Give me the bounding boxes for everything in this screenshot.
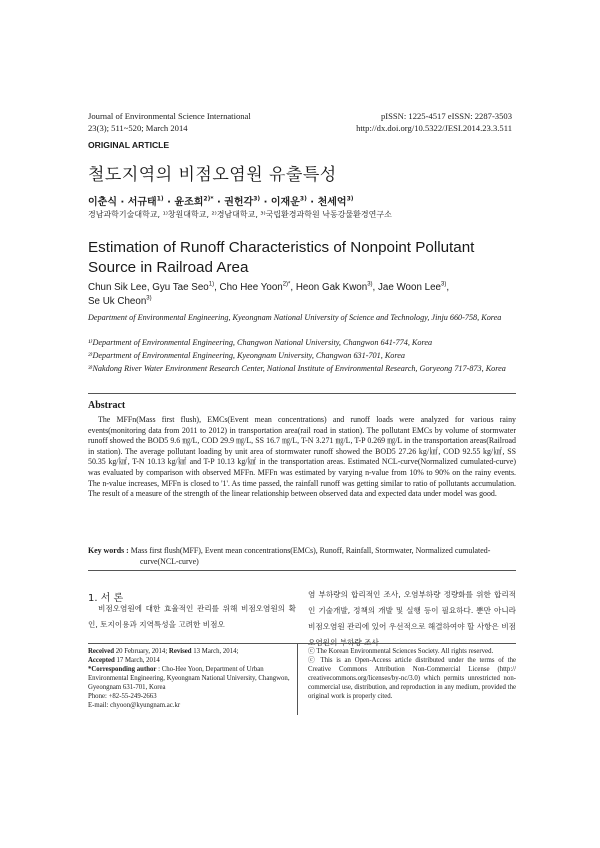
corresponding-info: : Cho-Hee Yoon, Department of Urban Environmental Engineering, Kyeongnam National University, Changwon, Gyeongnam 631-701, Korea <box>88 666 290 691</box>
keywords-label: Key words : <box>88 546 129 555</box>
author-text: Se Uk Cheon <box>88 296 147 307</box>
affiliation-4: ³⁾Nakdong River Water Environment Research Center, National Institute of Environmental Research, Goryeong 717-873, Korea <box>88 364 506 373</box>
sup: 2)* <box>203 195 214 203</box>
footer-vertical-divider <box>297 643 298 715</box>
keywords-text: Mass first flush(MFF), Event mean concentrations(EMCs), Runoff, Rainfall, Stormwater, Normalized cumulated- <box>128 546 491 555</box>
footer-left <box>88 647 290 710</box>
accepted-label: Accepted <box>88 657 115 664</box>
sup: 1) <box>156 195 164 203</box>
affiliation-1: Department of Environmental Engineering, Kyeongnam National University of Science and Technology, Jinju 660-758, Korea <box>88 313 502 322</box>
email[interactable]: E-mail: chyoon@kyungnam.ac.kr <box>88 702 181 709</box>
korean-author-text: · 권헌각 <box>213 197 254 208</box>
keywords <box>88 546 516 567</box>
section-heading: 1. 서 론 <box>88 593 124 604</box>
doi-link[interactable]: http://dx.doi.org/10.5322/JESI.2014.23.3.511 <box>356 123 512 133</box>
journal-name: Journal of Environmental Science International <box>88 111 251 121</box>
abstract-text: The MFFn(Mass first flush), EMCs(Event mean concentrations) and runoff loads were analyzed for various rainy events(monitoring data from 2011 to 2012) in transportation area(rail road in station). The pollutant EMCs by volume of stormwater runoff showed the BOD5 9.6 ㎎/L, COD 29.9 ㎎/L, SS 16.7 ㎎/L, T-N 3.271 ㎎/L, T-P 0.269 ㎎/L in the transportation areas(Railroad in station). The average pollutant loading by unit area of stormwater runoff showed the BOD5 27.26 kg/㎢, COD 92.55 kg/㎢, SS 50.35 kg/㎢, T-N 10.13 kg/㎢ and T-P 10.13 kg/㎢ in the transportation areas. Estimated NCL-curve(Normalized cumulated-curve) was evaluated by comparison with observed MFFn. MFFn was estimated by varying n-value from 10% to 90% on the rainy events. The n-value increases, MFFn is closed to '1'. As time passed, the rainfall runoff was getting similar to ratio of pollutants accumulation. The result of a measure of the strength of the linear relationship between observed data and expected data under model was good. <box>88 415 516 499</box>
phone: Phone: +82-55-249-2663 <box>88 693 157 700</box>
korean-author-text: · 윤조희 <box>163 197 204 208</box>
author-text: , Heon Gak Kwon <box>290 282 368 293</box>
keywords-cont: curve(NCL-curve) <box>140 556 199 566</box>
issn: pISSN: 1225-4517 eISSN: 2287-3503 <box>380 111 512 121</box>
sup: 3) <box>346 195 354 203</box>
copyright: ⓒ The Korean Environmental Sciences Society. All rights reserved. <box>308 648 494 655</box>
korean-author-text: · 이재운 <box>260 197 300 208</box>
journal-ids <box>272 110 512 134</box>
sup: 1) <box>208 281 215 288</box>
affiliation-2: ¹⁾Department of Environmental Engineering, Changwon National University, Changwon 641-774, Korea <box>88 338 433 347</box>
author-text: Chun Sik Lee, Gyu Tae Seo <box>88 282 209 293</box>
corresponding-label: *Corresponding author <box>88 666 157 673</box>
korean-authors <box>88 193 353 208</box>
divider <box>88 393 516 394</box>
abstract-heading: Abstract <box>88 400 126 411</box>
korean-author-text: 이춘식 · 서규태 <box>88 197 157 208</box>
korean-affiliations: 경남과학기술대학교, ¹⁾창원대학교, ²⁾경남대학교, ³⁾국립환경과학원 낙동강물환경연구소 <box>88 210 392 219</box>
english-title: Estimation of Runoff Characteristics of Nonpoint Pollutant Source in Railroad Area <box>88 239 475 276</box>
english-authors <box>88 281 518 309</box>
sup: 3) <box>440 281 447 288</box>
revised-date: 13 March, 2014; <box>191 648 239 655</box>
author-text: , Jae Woon Lee <box>372 282 441 293</box>
sup: 2)* <box>282 281 291 288</box>
column-1-text: 비점오염원에 대한 효율적인 관리를 위해 비점오염원의 확인, 토지이용과 지역특성을 고려한 비점오 <box>88 604 296 629</box>
received-label: Received <box>88 648 115 655</box>
korean-author-text: · 천세억 <box>306 197 347 208</box>
sup: 3) <box>253 195 261 203</box>
journal-volume: 23(3); 511~520; March 2014 <box>88 123 188 133</box>
author-text: , Cho Hee Yoon <box>214 282 283 293</box>
article-type: ORIGINAL ARTICLE <box>88 140 170 150</box>
accepted-date: 17 March, 2014 <box>114 657 160 664</box>
affiliation-3: ²⁾Department of Environmental Engineering, Kyeongnam University, Changwon 631-701, Korea <box>88 351 405 360</box>
license: ⓒ This is an Open-Access article distributed under the terms of the Creative Commons Attribution Non-Commercial License (http:// creativecommons.org/licenses/by-nc/3.0) which permits unrestricted non-commercial use, distribution, and reproduction in any medium, provided the original work is properly cited. <box>308 657 516 700</box>
revised-label: Revised <box>168 648 192 655</box>
sup: 3) <box>299 195 307 203</box>
sup: 3) <box>146 295 152 302</box>
footer-divider <box>88 643 516 644</box>
column-2-text: 염 부하량의 합리적인 조사, 오염부하량 정량화를 위한 합리적인 기술개발, 정책의 개발 및 실행 등이 필요하다. 뿐만 아니라 비점오염원 관리에 있어 우선적으로 해결하여야 할 사항은 비점오염원의 부하량 조사 <box>308 590 516 647</box>
korean-title: 철도지역의 비점오염원 유출특성 <box>88 165 337 185</box>
footer-right <box>308 647 516 701</box>
sup: 3) <box>367 281 373 288</box>
received-date: 20 February, 2014; <box>114 648 169 655</box>
author-text: , <box>446 282 450 293</box>
divider <box>88 570 516 571</box>
